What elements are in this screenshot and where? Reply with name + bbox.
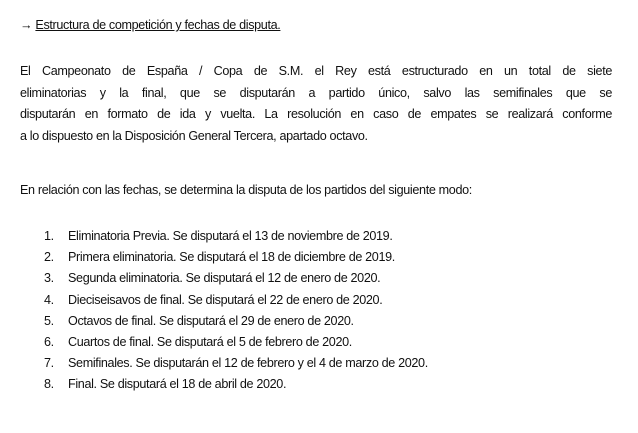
item-text: Octavos de final. Se disputará el 29 de enero de 2020. bbox=[68, 313, 354, 328]
item-number: 8. bbox=[44, 377, 54, 392]
paragraph-line: eliminatorias y la final, que se disputarán a partido único, salvo las semifinales que se bbox=[20, 85, 612, 100]
dates-intro: En relación con las fechas, se determina la disputa de los partidos del siguiente modo: bbox=[20, 183, 472, 197]
item-text: Eliminatoria Previa. Se disputará el 13 de noviembre de 2019. bbox=[68, 229, 393, 243]
item-number: 7. bbox=[44, 356, 54, 371]
item-number: 5. bbox=[44, 313, 54, 328]
arrow-icon: → bbox=[20, 18, 33, 32]
paragraph-line: a lo dispuesto en la Disposición General Tercera, apartado octavo. bbox=[20, 129, 368, 144]
section-title: Estructura de competición y fechas de disputa. bbox=[35, 18, 281, 32]
item-number: 4. bbox=[44, 292, 54, 307]
item-text: Dieciseisavos de final. Se disputará el 22 de enero de 2020. bbox=[68, 292, 383, 307]
item-number: 1. bbox=[44, 229, 54, 243]
item-text: Cuartos de final. Se disputará el 5 de febrero de 2020. bbox=[68, 334, 352, 349]
item-text: Semifinales. Se disputarán el 12 de febrero y el 4 de marzo de 2020. bbox=[68, 356, 428, 371]
section-heading bbox=[20, 18, 280, 32]
description-paragraph bbox=[20, 61, 612, 148]
item-text: Segunda eliminatoria. Se disputará el 12 de enero de 2020. bbox=[68, 271, 381, 286]
item-number: 6. bbox=[44, 334, 54, 349]
item-number: 3. bbox=[44, 271, 54, 286]
item-text: Primera eliminatoria. Se disputará el 18 de diciembre de 2019. bbox=[68, 250, 395, 265]
paragraph-line: El Campeonato de España / Copa de S.M. el Rey está estructurado en un total de siete bbox=[20, 64, 612, 78]
paragraph-line: disputarán en formato de ida y vuelta. La resolución en caso de empates se realizará conforme bbox=[20, 107, 612, 122]
item-number: 2. bbox=[44, 250, 54, 265]
item-text: Final. Se disputará el 18 de abril de 2020. bbox=[68, 377, 287, 392]
